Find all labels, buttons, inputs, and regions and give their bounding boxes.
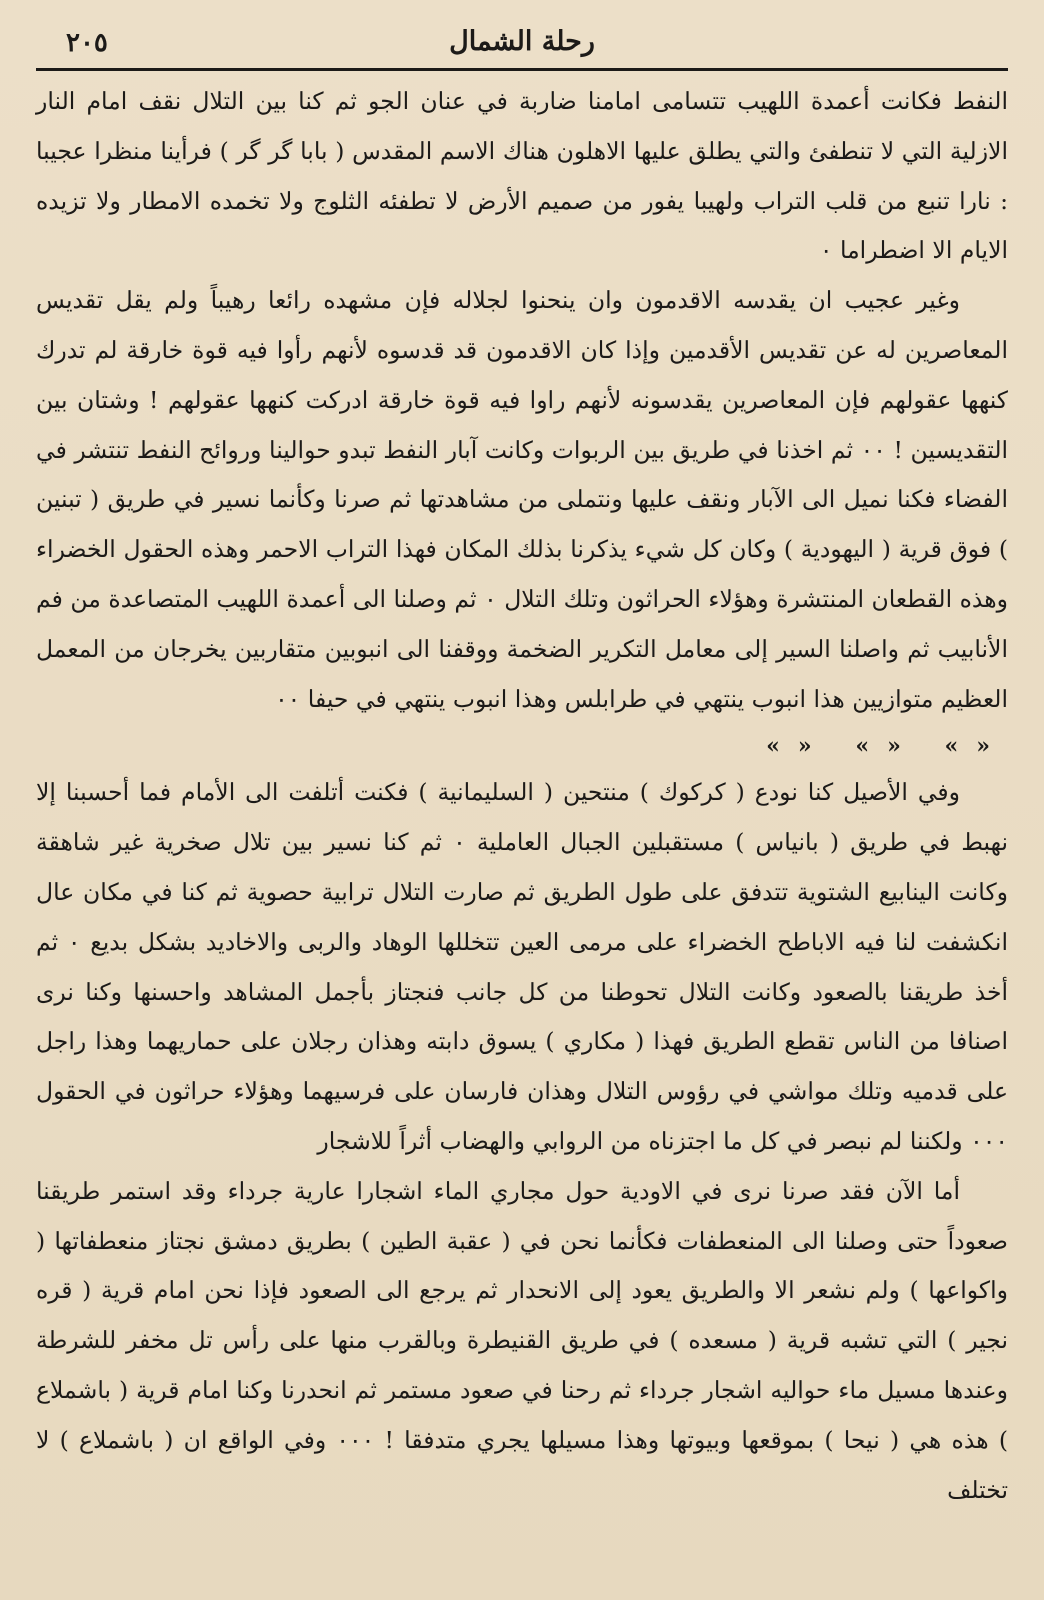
paragraph: وغير عجيب ان يقدسه الاقدمون وان ينحنوا لجلاله فإن مشهده رائعا رهيباً ولم يقل تقديس المعاصرين له عن تقديس الأقدمين وإذا كان الاقدمون قد قدسوه لأنهم رأوا فيه قوة خارقة لم تدرك كنهها عقولهم فإن المعاصرين يقدسونه لأنهم راوا فيه قوة خارقة ادركت كنهها عقولهم ! وشتان بين التقديسين ! ٠٠ ثم اخذنا في طريق بين الربوات وكانت آبار النفط تبدو حوالينا وروائح النفط تنتشر في الفضاء فكنا نميل الى الآبار ونقف عليها ونتملى من مشاهدتها ثم صرنا وكأنما نسير في طريق ( تبنين ) فوق قرية ( اليهودية ) وكان كل شيء يذكرنا بذلك المكان فهذا التراب الاحمر وهذه الحقول الخضراء وهذه القطعان المنتشرة وهؤلاء الحراثون وتلك التلال ٠ ثم وصلنا الى أعمدة اللهيب المتصاعدة من فم الأنابيب ثم واصلنا السير إلى معامل التكرير الضخمة ووقفنا الى انبوبين متقاربين يخرجان من المعمل العظيم متوازيين هذا انبوب ينتهي في طرابلس وهذا انبوب ينتهي في حيفا ٠٠ — [36, 286, 1009, 713]
running-title: رحلة الشمال — [449, 26, 595, 57]
page-number: ٢٠٥ — [66, 28, 108, 58]
paragraph: أما الآن فقد صرنا نرى في الاودية حول مجاري الماء اشجارا عارية جرداء وقد استمر طريقنا صعوداً حتى وصلنا الى المنعطفات فكأنما نحن في ( عقبة الطين ) بطريق دمشق نجتاز منعطفاتها ( واكواعها ) ولم نشعر الا والطريق يعود إلى الانحدار ثم يرجع الى الصعود فإذا نحن امام قرية ( قره نجير ) التي تشبه قرية ( مسعده ) في طريق القنيطرة وبالقرب منها على رأس تل مخفر للشرطة وعندها مسيل ماء حواليه اشجار جرداء ثم رحنا في صعود مستمر ثم انحدرنا وكنا امام قرية ( باشملاع ) هذه هي ( نيحا ) بموقعها وبيوتها وهذا مسيلها يجري متدفقا ! ٠٠٠ وفي الواقع ان ( باشملاع ) لا تختلف — [36, 1176, 1008, 1504]
page-header — [36, 22, 1008, 66]
header-rule — [36, 68, 1008, 71]
body-text — [36, 77, 1008, 1515]
paragraph: وفي الأصيل كنا نودع ( كركوك ) منتحين ( السليمانية ) فكنت أتلفت الى الأمام فما أحسبنا إلا نهبط في طريق ( بانياس ) مستقبلين الجبال العاملية ٠ ثم كنا نسير بين تلال صخرية غير شاهقة وكانت الينابيع الشتوية تتدفق على طول الطريق ثم صارت التلال ترابية حصوية ثم كنا في مكان عال انكشفت لنا فيه الاباطح الخضراء على مرمى العين تتخللها الوهاد والربى والاخاديد بشكل بديع ٠ ثم أخذ طريقنا بالصعود وكانت التلال تحوطنا من كل جانب فنجتاز بأجمل المشاهد واحسنها وكنا نرى اصنافا من الناس تقطع الطريق فهذا ( مكاري ) يسوق دابته وهذان رجلان على حماريهما وهذا راجل على قدميه وتلك مواشي في رؤوس التلال وهذان فارسان على فرسيهما وهؤلاء حراثون في الحقول ٠٠٠ ولكننا لم نبصر في كل ما اجتزناه من الروابي والهضاب أثراً للاشجار — [36, 778, 1008, 1155]
paragraph: النفط فكانت أعمدة اللهيب تتسامى امامنا ضاربة في عنان الجو ثم كنا بين التلال نقف امام النار الازلية التي لا تنطفئ والتي يطلق عليها الاهلون هناك الاسم المقدس ( بابا گر گر ) فرأينا منظرا عجيبا : نارا تنبع من قلب التراب ولهيبا يفور من صميم الأرض لا تطفئه الثلوج ولا تخمده الامطار ولا تزيده الايام الا اضطراما ٠ — [36, 87, 1008, 265]
section-separator: «» «» «» — [766, 733, 1008, 760]
